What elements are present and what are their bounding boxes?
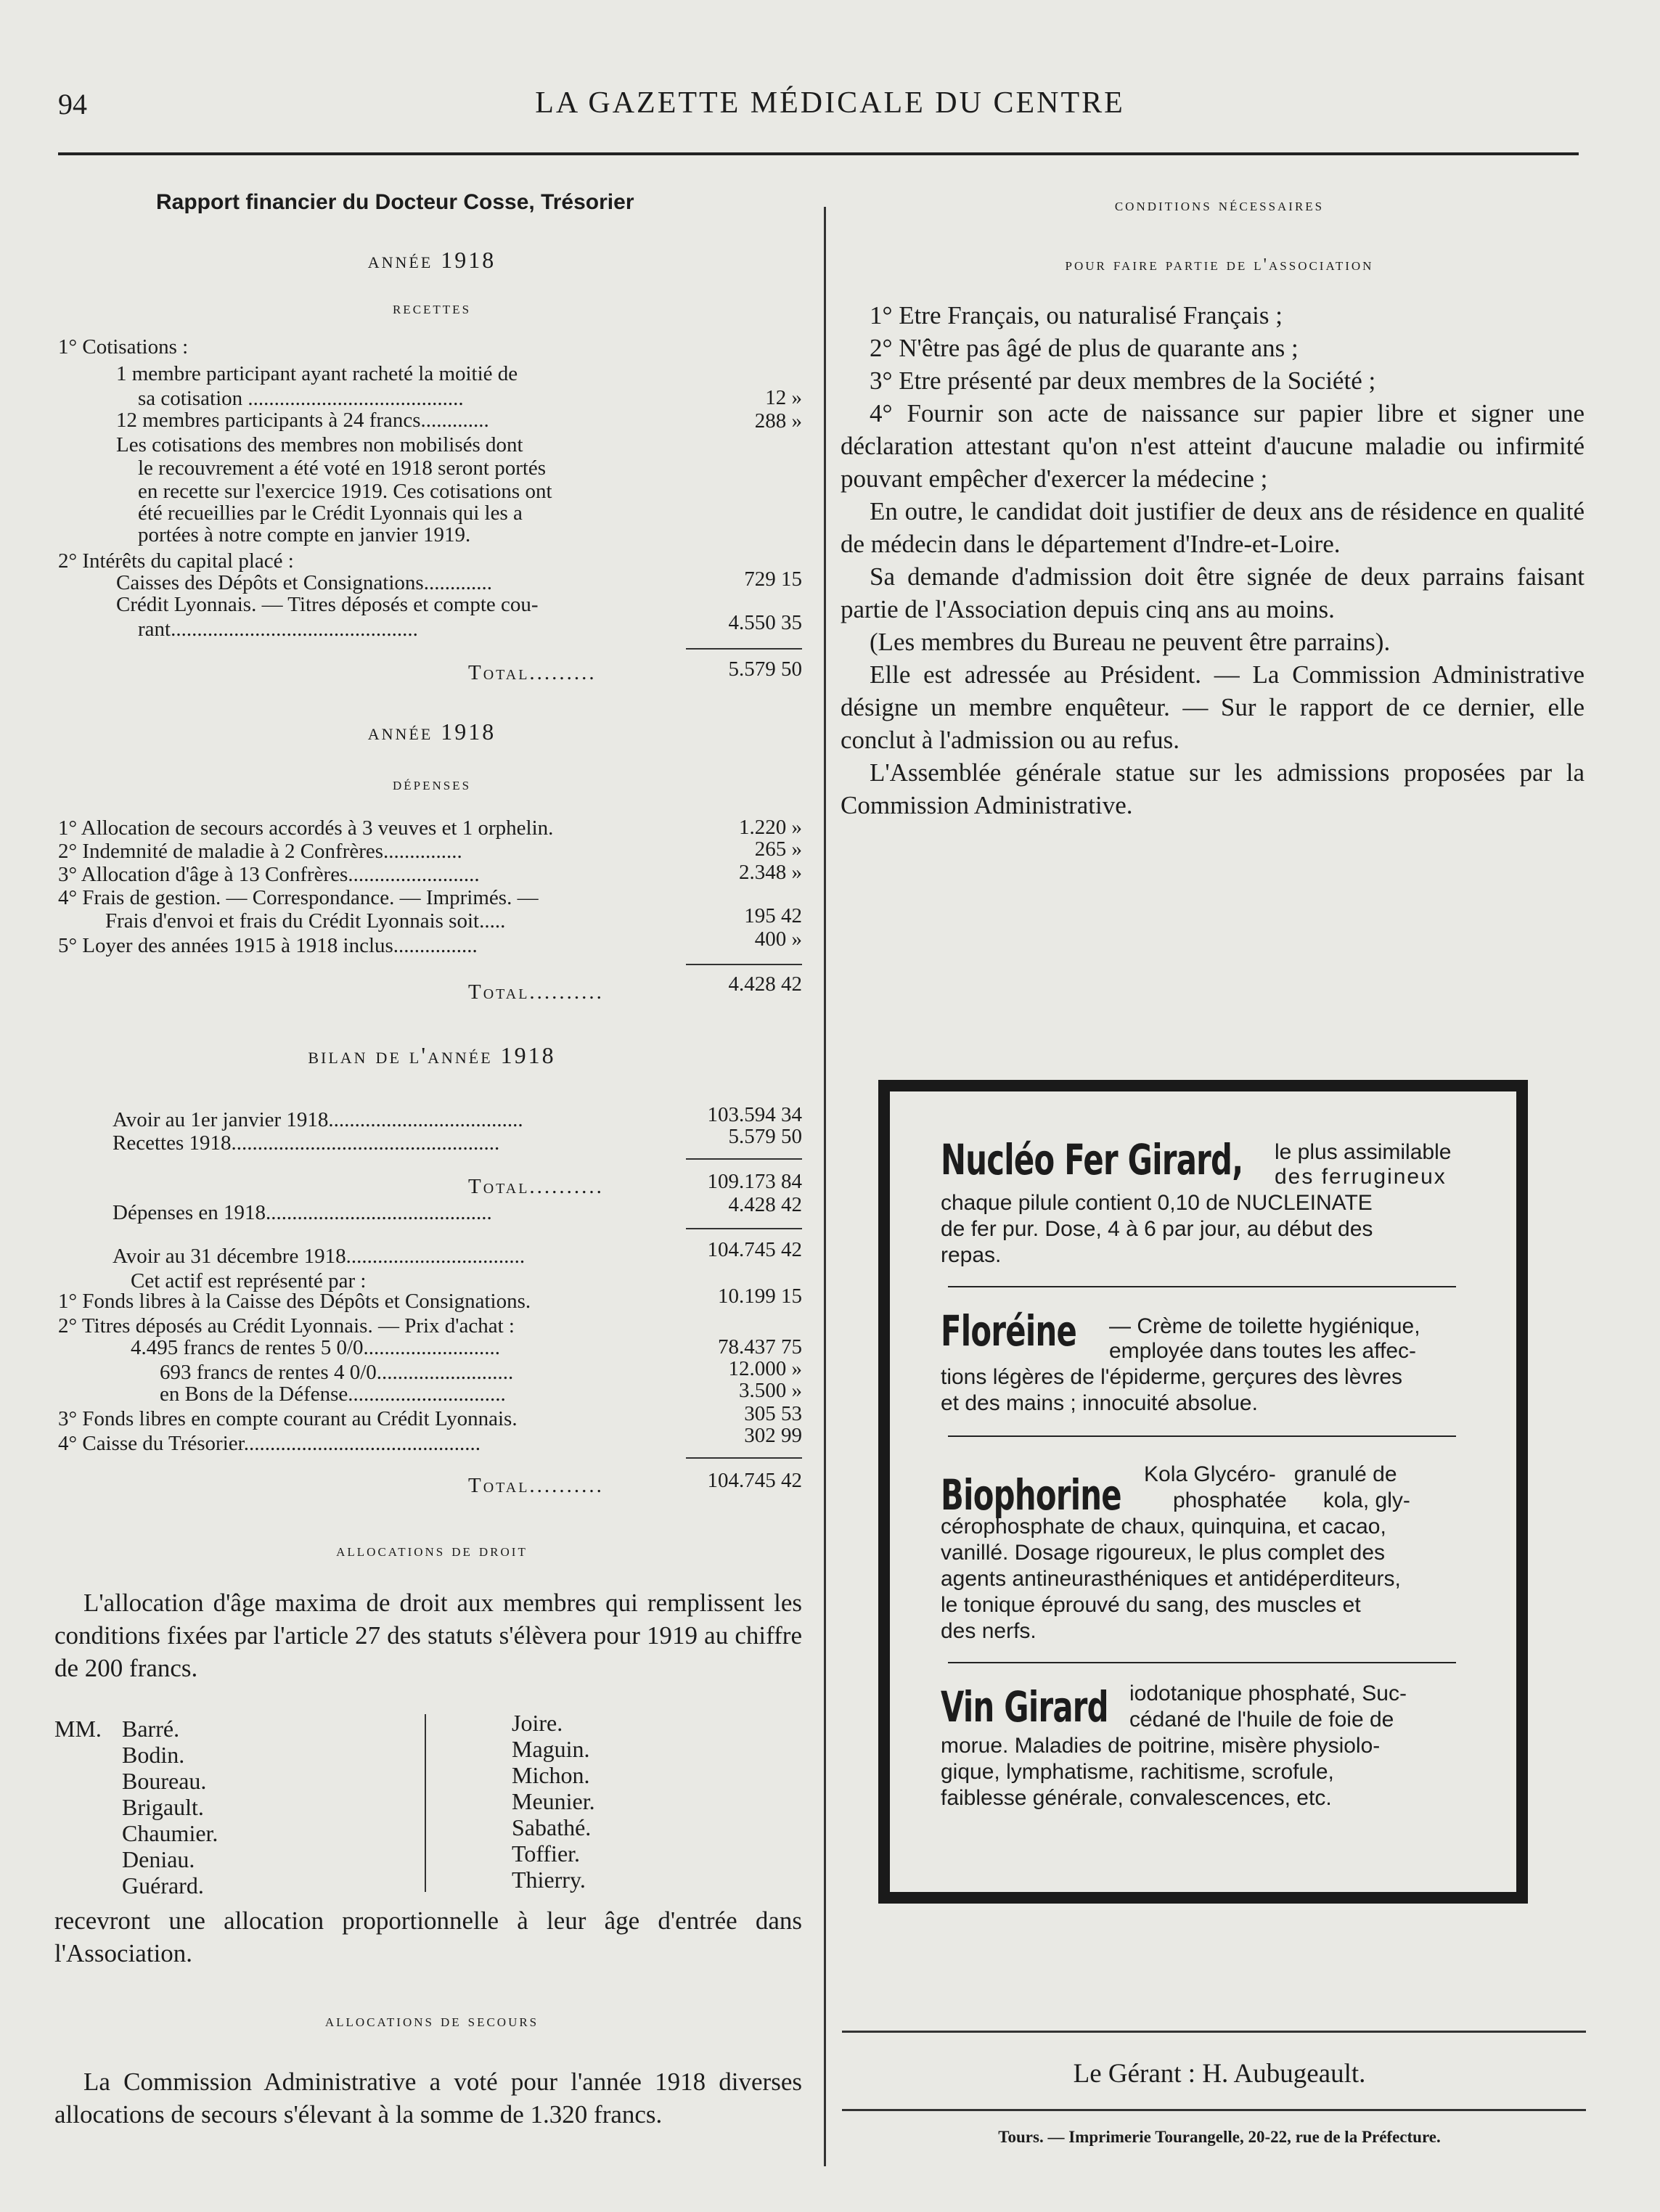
ad-text: chaque pilule contient 0,10 de NUCLEINATE xyxy=(941,1191,1373,1215)
bilan-value: 103.594 34 xyxy=(707,1103,802,1126)
recettes-line: été recueillies par le Crédit Lyonnais qui les a xyxy=(138,501,523,525)
member-name: Thierry. xyxy=(512,1867,586,1893)
alloc-droit-heading: allocations de droit xyxy=(336,1541,528,1560)
names-left-list xyxy=(122,1716,218,1898)
bilan-line: Total.......... xyxy=(468,1175,604,1198)
bilan-line: Dépenses en 1918........................................... xyxy=(113,1201,492,1224)
member-name: Chaumier. xyxy=(122,1820,218,1846)
bilan-line: 1° Fonds libres à la Caisse des Dépôts et Consignations. xyxy=(58,1290,531,1313)
recettes-line: 1 membre participant ayant racheté la moitié de xyxy=(116,362,518,385)
depenses-line: 5° Loyer des années 1915 à 1918 inclus................ xyxy=(58,934,478,957)
depenses-line: 1° Allocation de secours accordés à 3 veuves et 1 orphelin. xyxy=(58,816,554,840)
bilan-line: Cet actif est représenté par : xyxy=(131,1269,367,1293)
recettes-total: 5.579 50 xyxy=(728,658,802,681)
report-title: Rapport financier du Docteur Cosse, Trésorier xyxy=(156,190,634,214)
journal-title: LA GAZETTE MÉDICALE DU CENTRE xyxy=(535,86,1125,120)
conditions-subheading: pour faire partie de l'association xyxy=(1065,255,1374,274)
ad-text: employée dans toutes les affec- xyxy=(1109,1339,1417,1363)
conditions-body xyxy=(841,299,1585,822)
condition-item: 3° Etre présenté par deux membres de la Société ; xyxy=(870,366,1376,395)
total-rule xyxy=(686,1228,802,1229)
condition-paragraph: L'Assemblée générale statue sur les admissions proposées par la Commission Administrative. xyxy=(841,758,1585,819)
bilan-line: Total.......... xyxy=(468,1474,604,1497)
footer-rule-top xyxy=(842,2031,1586,2033)
condition-item: 2° N'être pas âgé de plus de quarante ans ; xyxy=(870,334,1299,362)
member-name: Guérard. xyxy=(122,1872,204,1898)
bilan-line: en Bons de la Défense.............................. xyxy=(160,1382,506,1406)
bilan-value: 109.173 84 xyxy=(707,1170,802,1193)
member-name: Barré. xyxy=(122,1716,180,1742)
member-name: Meunier. xyxy=(512,1788,595,1814)
total-rule xyxy=(686,648,802,650)
bilan-line: Avoir au 31 décembre 1918.................................. xyxy=(113,1245,526,1268)
depenses-total: 4.428 42 xyxy=(728,972,802,996)
ad-brand-vin-girard: Vin Girard xyxy=(941,1682,1108,1732)
member-name: Michon. xyxy=(512,1762,590,1788)
bilan-line: 2° Titres déposés au Crédit Lyonnais. — Prix d'achat : xyxy=(58,1314,515,1338)
depenses-line: 4° Frais de gestion. — Correspondance. — Imprimés. — xyxy=(58,886,539,909)
recettes-line: portées à notre compte en janvier 1919. xyxy=(138,523,471,546)
ad-text: — Crème de toilette hygiénique, xyxy=(1109,1314,1420,1338)
member-name: Sabathé. xyxy=(512,1814,592,1840)
bilan-line: Avoir au 1er janvier 1918..................................... xyxy=(113,1108,523,1131)
ad-text: repas. xyxy=(941,1243,1002,1267)
depenses-value: 195 42 xyxy=(744,904,802,927)
condition-item: 1° Etre Français, ou naturalisé Français ; xyxy=(870,301,1283,329)
ad-text: gique, lymphatisme, rachitisme, scrofule, xyxy=(941,1760,1334,1784)
condition-paragraph: En outre, le candidat doit justifier de deux ans de résidence en qualité de médecin dans le département d'Indre-et-Loire. xyxy=(841,497,1585,558)
recettes-line: sa cotisation ......................................... xyxy=(138,387,464,410)
recettes-value: 4.550 35 xyxy=(728,611,802,634)
recettes-value: 12 » xyxy=(765,386,802,409)
recettes-line: 2° Intérêts du capital placé : xyxy=(58,549,294,573)
condition-paragraph: (Les membres du Bureau ne peuvent être parrains). xyxy=(870,628,1391,656)
ad-text: des nerfs. xyxy=(941,1619,1037,1643)
ad-text: tions légères de l'épiderme, gerçures des lèvres xyxy=(941,1365,1403,1389)
condition-item: 4° Fournir son acte de naissance sur papier libre et signer une déclaration attestant qu'on n'est atteint d'aucune maladie ou infirmité pouvant empêcher d'exercer la médecine ; xyxy=(841,399,1585,493)
total-rule xyxy=(686,964,802,965)
total-rule xyxy=(686,1457,802,1459)
ad-divider xyxy=(948,1286,1456,1287)
recettes-line: Crédit Lyonnais. — Titres déposés et compte cou- xyxy=(116,593,539,616)
ad-text: des ferrugineux xyxy=(1275,1165,1447,1189)
names-right-list xyxy=(512,1710,595,1893)
depenses-year-heading: année 1918 xyxy=(367,718,496,745)
recettes-line: le recouvrement a été voté en 1918 seront portés xyxy=(138,456,547,480)
recettes-line: Caisses des Dépôts et Consignations............. xyxy=(116,571,492,594)
bilan-heading: bilan de l'année 1918 xyxy=(308,1042,556,1068)
depenses-heading: dépenses xyxy=(392,775,472,794)
bilan-value: 78.437 75 xyxy=(718,1335,802,1359)
conditions-heading: conditions nécessaires xyxy=(1114,196,1325,215)
header-rule xyxy=(58,152,1579,155)
bilan-line: 4.495 francs de rentes 5 0/0.......................... xyxy=(131,1336,501,1359)
ad-text: iodotanique phosphaté, Suc- xyxy=(1129,1681,1407,1705)
column-divider xyxy=(824,207,826,2166)
depenses-total-label: Total.......... xyxy=(468,980,604,1004)
recettes-heading: recettes xyxy=(392,299,472,318)
bilan-value: 12.000 » xyxy=(728,1357,802,1380)
depenses-value: 400 » xyxy=(754,927,802,951)
depenses-line: Frais d'envoi et frais du Crédit Lyonnais soit..... xyxy=(105,909,506,933)
ad-divider xyxy=(948,1662,1456,1663)
imprint: Tours. — Imprimerie Tourangelle, 20-22, rue de la Préfecture. xyxy=(998,2128,1441,2146)
ad-divider xyxy=(948,1435,1456,1437)
bilan-value: 305 53 xyxy=(744,1402,802,1425)
bilan-value: 10.199 15 xyxy=(718,1285,802,1308)
alloc-secours-heading: allocations de secours xyxy=(324,2012,539,2031)
depenses-value: 2.348 » xyxy=(739,861,802,884)
ad-brand-biophorine: Biophorine xyxy=(941,1470,1121,1520)
recettes-line: 12 membres participants à 24 francs............. xyxy=(116,409,489,432)
condition-paragraph: Elle est adressée au Président. — La Commission Administrative désigne un membre enquêteur. — Sur le rapport de ce dernier, elle conclut à l'admission ou au refus. xyxy=(841,660,1585,754)
member-name: Deniau. xyxy=(122,1846,195,1872)
ad-text: phosphatée kola, gly- xyxy=(1173,1488,1410,1512)
ad-text: Kola Glycéro- granulé de xyxy=(1144,1462,1397,1486)
page-number: 94 xyxy=(58,88,87,120)
bilan-line: 4° Caisse du Trésorier............................................. xyxy=(58,1432,481,1455)
member-name: Bodin. xyxy=(122,1742,185,1768)
recettes-value: 729 15 xyxy=(744,568,802,591)
member-name: Brigault. xyxy=(122,1794,204,1820)
ad-brand-nucleo: Nucléo Fer Girard, xyxy=(941,1135,1243,1184)
recettes-year-heading: année 1918 xyxy=(367,247,496,273)
recettes-value: 288 » xyxy=(754,409,802,433)
ad-text: cérophosphate de chaux, quinquina, et cacao, xyxy=(941,1515,1386,1539)
advertisement-box xyxy=(878,1080,1528,1904)
bilan-value: 5.579 50 xyxy=(728,1125,802,1148)
ad-text: de fer pur. Dose, 4 à 6 par jour, au début des xyxy=(941,1217,1373,1241)
recettes-line: en recette sur l'exercice 1919. Ces cotisations ont xyxy=(138,480,552,503)
alloc-droit-text: L'allocation d'âge maxima de droit aux membres qui remplissent les conditions fixées par l'article 27 des statuts s'élèvera pour 1919 au chiffre de 200 francs. xyxy=(54,1589,802,1682)
alloc-droit-after: recevront une allocation proportionnelle à leur âge d'entrée dans l'Association. xyxy=(54,1906,802,1967)
depenses-value: 1.220 » xyxy=(739,816,802,839)
recettes-total-label: Total......... xyxy=(468,661,597,684)
ad-text: le plus assimilable xyxy=(1275,1140,1452,1164)
member-name: Maguin. xyxy=(512,1736,590,1762)
names-prefix: MM. xyxy=(54,1716,102,1742)
bilan-line: Recettes 1918................................................... xyxy=(113,1131,500,1155)
gerant-line: Le Gérant : H. Aubugeault. xyxy=(1073,2059,1366,2089)
ad-text: agents antineurasthéniques et antidéperditeurs, xyxy=(941,1567,1401,1591)
condition-paragraph: Sa demande d'admission doit être signée de deux parrains faisant partie de l'Association depuis cinq ans au moins. xyxy=(841,562,1585,623)
ad-brand-floreine: Floréine xyxy=(941,1306,1077,1356)
total-rule xyxy=(686,1158,802,1160)
depenses-value: 265 » xyxy=(754,837,802,861)
bilan-value: 302 99 xyxy=(744,1424,802,1447)
depenses-line: 2° Indemnité de maladie à 2 Confrères............... xyxy=(58,840,462,863)
recettes-line: 1° Cotisations : xyxy=(58,335,189,359)
names-divider xyxy=(425,1714,426,1892)
member-name: Boureau. xyxy=(122,1768,207,1794)
recettes-line: Les cotisations des membres non mobilisés dont xyxy=(116,433,523,456)
member-name: Toffier. xyxy=(512,1840,581,1867)
ad-text: cédané de l'huile de foie de xyxy=(1129,1708,1394,1732)
bilan-value: 104.745 42 xyxy=(707,1238,802,1261)
bilan-value: 4.428 42 xyxy=(728,1193,802,1216)
ad-text: et des mains ; innocuité absolue. xyxy=(941,1391,1258,1415)
ad-text: morue. Maladies de poitrine, misère physiolo- xyxy=(941,1734,1381,1758)
bilan-line: 3° Fonds libres en compte courant au Crédit Lyonnais. xyxy=(58,1407,518,1430)
recettes-line: rant............................................... xyxy=(138,618,418,641)
ad-text: faiblesse générale, convalescences, etc. xyxy=(941,1786,1332,1810)
alloc-secours-text: La Commission Administrative a voté pour l'année 1918 diverses allocations de secours s'élevant à la somme de 1.320 francs. xyxy=(54,2068,802,2129)
ad-text: le tonique éprouvé du sang, des muscles et xyxy=(941,1593,1361,1617)
footer-rule-bottom xyxy=(842,2109,1586,2111)
depenses-line: 3° Allocation d'âge à 13 Confrères......................... xyxy=(58,863,480,886)
bilan-value: 3.500 » xyxy=(739,1379,802,1402)
bilan-value: 104.745 42 xyxy=(707,1469,802,1492)
ad-text: vanillé. Dosage rigoureux, le plus complet des xyxy=(941,1541,1385,1565)
bilan-line: 693 francs de rentes 4 0/0.......................... xyxy=(160,1361,514,1384)
member-name: Joire. xyxy=(512,1710,563,1736)
